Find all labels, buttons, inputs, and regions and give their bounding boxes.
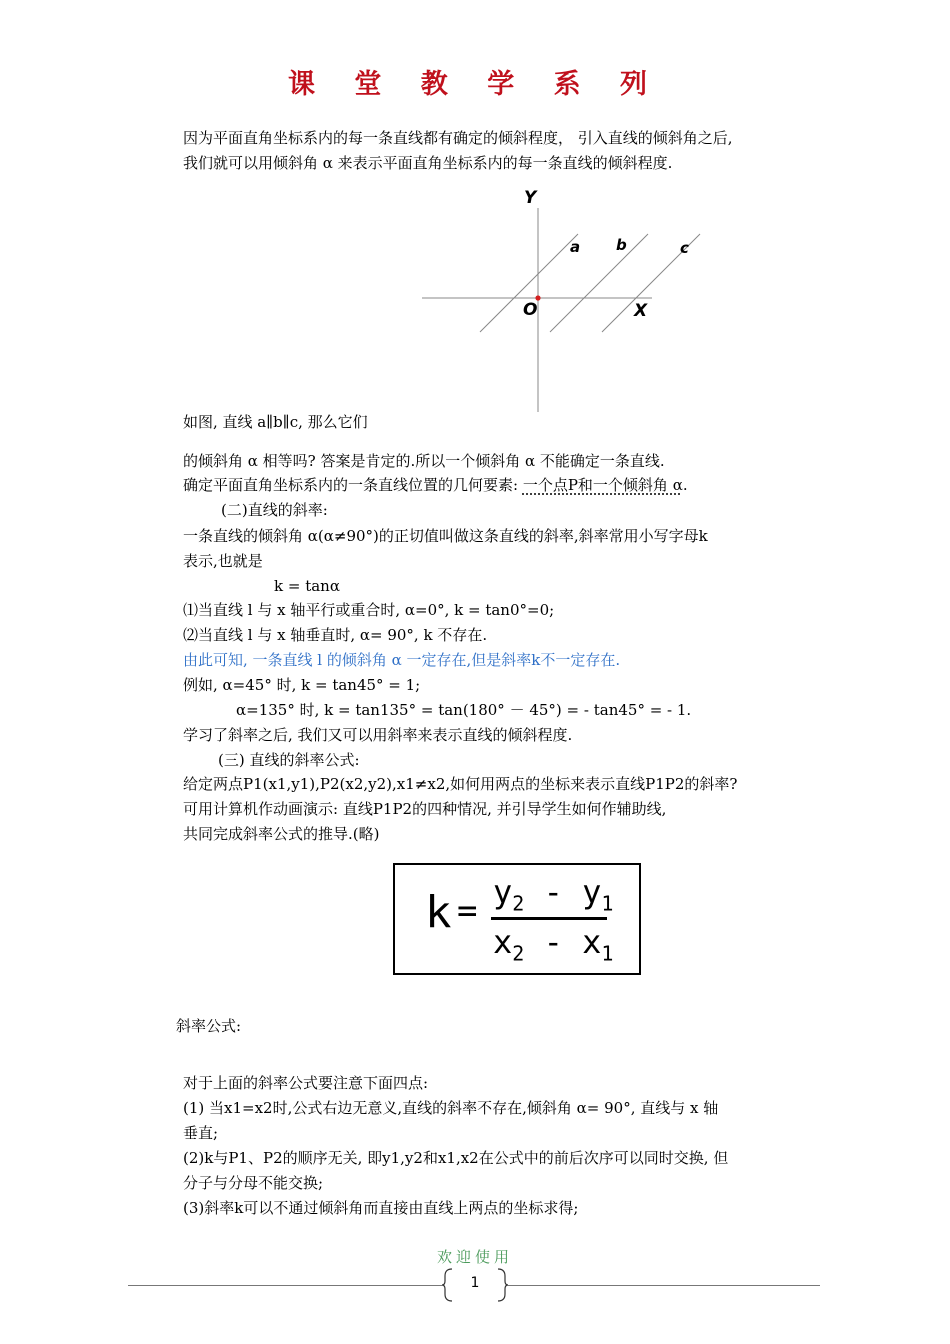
section-3-heading: (三) 直线的斜率公式: — [218, 751, 360, 769]
definition-line-2: 表示,也就是 — [183, 552, 263, 570]
formula-equals: = — [457, 891, 478, 931]
numerator-y: y — [493, 873, 513, 911]
given-points-line: 给定两点P1(x1,y1),P2(x2,y2),x1≠x2,如何用两点的坐标来表示直线P1P2的斜率? — [183, 775, 738, 793]
derivation-line: 共同完成斜率公式的推导.(略) — [183, 825, 380, 843]
after-slope-line: 学习了斜率之后, 我们又可以用斜率来表示直线的倾斜程度. — [183, 726, 573, 744]
demo-line: 可用计算机作动画演示: 直线P1P2的四种情况, 并引导学生如何作辅助线, — [183, 800, 667, 818]
numerator-minus: - — [543, 873, 563, 911]
x-axis-label: X — [634, 301, 648, 321]
formula-numerator — [493, 873, 613, 915]
elements-suffix: . — [682, 476, 688, 494]
case-1: ⑴当直线 l 与 x 轴平行或重合时, α=0°, k = tan0°=0; — [183, 601, 555, 619]
example-2: α=135° 时, k = tan135° = tan(180° － 45°) = - tan45° = - 1. — [236, 701, 692, 719]
y-axis-label: Y — [524, 188, 537, 208]
conclusion-highlight: 由此可知, 一条直线 l 的倾斜角 α 一定存在,但是斜率k不一定存在. — [183, 651, 621, 669]
example-1: 例如, α=45° 时, k = tan45° = 1; — [183, 676, 421, 694]
note-1-line-2: 垂直; — [183, 1124, 219, 1142]
slope-formula-box — [393, 863, 641, 975]
origin-label: O — [523, 300, 538, 320]
elements-emphasis: 一个点P和一个倾斜角 α — [522, 476, 683, 494]
denominator-sub-1: 1 — [601, 941, 614, 966]
intro-line-1: 因为平面直角坐标系内的每一条直线都有确定的倾斜程度， 引入直线的倾斜角之后, — [183, 129, 733, 147]
denominator-minus: - — [543, 923, 563, 961]
note-3: (3)斜率k可以不通过倾斜角而直接由直线上两点的坐标求得; — [183, 1199, 579, 1217]
note-2-line-1: (2)k与P1、P2的顺序无关, 即y1,y2和x1,x2在公式中的前后次序可以同时交换, 但 — [183, 1149, 729, 1167]
line-c-label: c — [680, 239, 689, 257]
denominator-x: x — [493, 923, 513, 961]
slope-formula-label: 斜率公式: — [176, 1017, 242, 1035]
section-2-heading: (二)直线的斜率: — [221, 501, 328, 519]
footer-welcome: 欢迎使用 — [436, 1248, 513, 1266]
page-number-box — [442, 1267, 508, 1303]
line-b-label: b — [616, 236, 627, 254]
formula-denominator — [493, 923, 613, 965]
geometric-elements-line — [183, 475, 688, 495]
note-2-line-2: 分子与分母不能交换; — [183, 1174, 324, 1192]
denominator-sub-2: 2 — [512, 941, 525, 966]
notes-intro: 对于上面的斜率公式要注意下面四点: — [183, 1074, 429, 1092]
formula-k: k — [425, 887, 452, 938]
elements-prefix: 确定平面直角坐标系内的一条直线位置的几何要素: — [183, 476, 523, 494]
page-number: 1 — [470, 1275, 480, 1291]
definition-line-1: 一条直线的倾斜角 α(α≠90°)的正切值叫做这条直线的斜率,斜率常用小写字母k — [183, 527, 708, 545]
denominator-x-second: x — [582, 923, 602, 961]
intro-line-2: 我们就可以用倾斜角 α 来表示平面直角坐标系内的每一条直线的倾斜程度. — [183, 154, 673, 172]
line-a-label: a — [570, 238, 581, 256]
figure-caption: 如图, 直线 a∥b∥c, 那么它们 — [183, 413, 368, 431]
parallel-lines-diagram — [418, 180, 718, 415]
question-line: 的倾斜角 α 相等吗? 答案是肯定的.所以一个倾斜角 α 不能确定一条直线. — [183, 452, 665, 470]
numerator-y-second: y — [582, 873, 602, 911]
case-2: ⑵当直线 l 与 x 轴垂直时, α= 90°, k 不存在. — [183, 626, 488, 644]
fraction-bar — [491, 917, 607, 920]
numerator-sub-1: 1 — [601, 891, 614, 916]
k-tan-formula: k = tanα — [274, 577, 340, 595]
numerator-sub-2: 2 — [512, 891, 525, 916]
note-1-line-1: (1) 当x1=x2时,公式右边无意义,直线的斜率不存在,倾斜角 α= 90°, 直线与 x 轴 — [183, 1099, 719, 1117]
page-title: 课 堂 教 学 系 列 — [288, 69, 662, 100]
